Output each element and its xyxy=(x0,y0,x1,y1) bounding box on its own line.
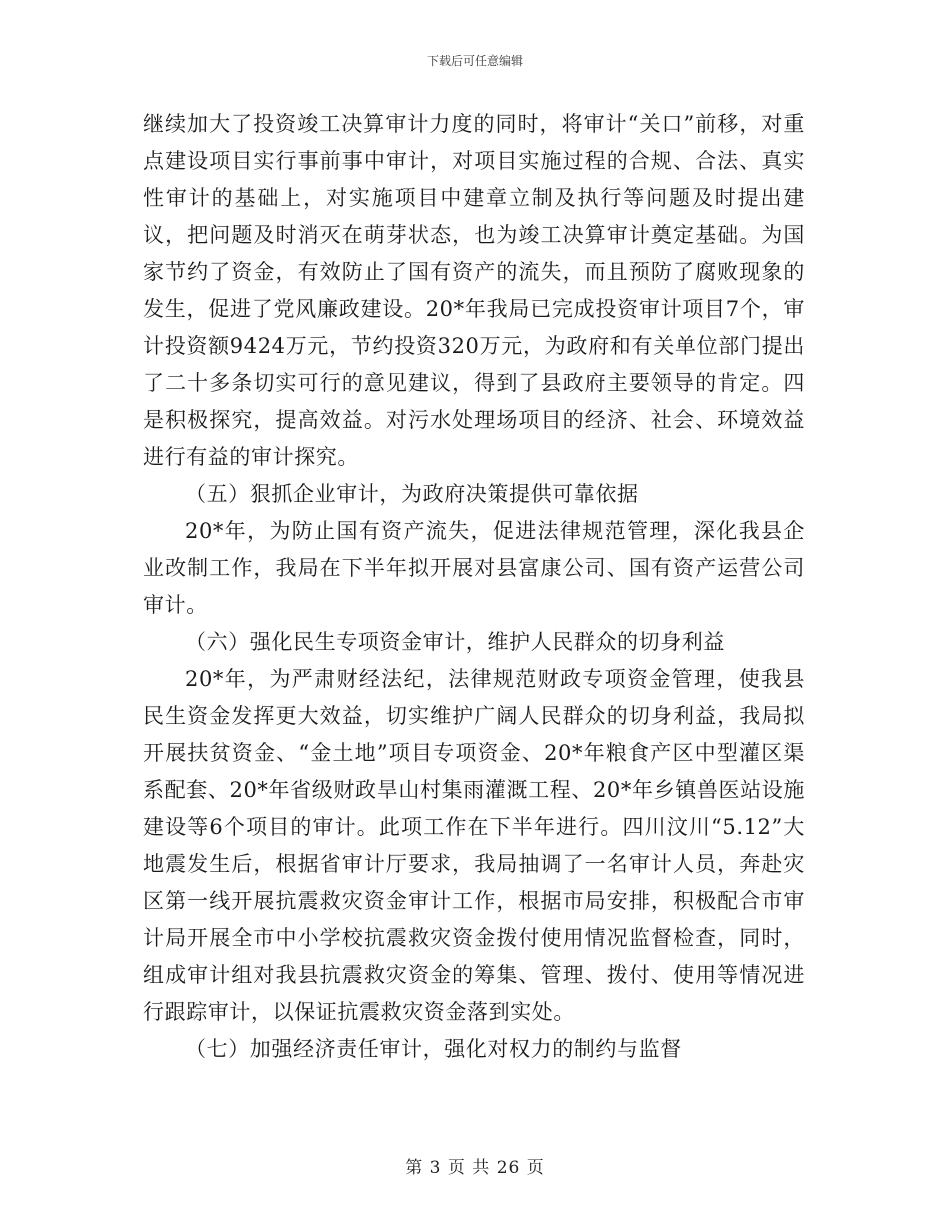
paragraph-livelihood-funds: 20*年，为严肃财经法纪，法律规范财政专项资金管理，使我县民生资金发挥更大效益，切实维护广阔人民群众的切身利益，我局拟开展扶贫资金、“金土地”项目专项资金、20*年粮食产区中型灌区渠系配套、20*年省级财政旱山村集雨灌溉工程、20*年乡镇兽医站设施建设等6个项目的审计。此项工作在下半年进行。四川汶川“5.12”大地震发生后，根据省审计厅要求，我局抽调了一名审计人员，奔赴灾区第一线开展抗震救灾资金审计工作，根据市局安排，积极配合市审计局开展全市中小学校抗震救灾资金拨付使用情况监督检查，同时，组成审计组对我县抗震救灾资金的筹集、管理、拨付、使用等情况进行跟踪审计，以保证抗震救灾资金落到实处。 xyxy=(143,667,805,1024)
page-number: 第 3 页 共 26 页 xyxy=(405,1158,545,1178)
section-heading-6: （六）强化民生专项资金审计，维护人民群众的切身利益 xyxy=(185,630,725,654)
section-heading-5: （五）狠抓企业审计，为政府决策提供可靠依据 xyxy=(185,482,639,506)
document-body xyxy=(143,106,805,1068)
paragraph-enterprise-audit: 20*年，为防止国有资产流失，促进法律规范管理，深化我县企业改制工作，我局在下半年拟开展对县富康公司、国有资产运营公司审计。 xyxy=(143,519,805,617)
paragraph-continuation: 继续加大了投资竣工决算审计力度的同时，将审计“关口”前移，对重点建设项目实行事前事中审计，对项目实施过程的合规、合法、真实性审计的基础上，对实施项目中建章立制及执行等问题及时提出建议，把问题及时消灭在萌芽状态，也为竣工决算审计奠定基础。为国家节约了资金，有效防止了国有资产的流失，而且预防了腐败现象的发生，促进了党风廉政建设。20*年我局已完成投资审计项目7个，审计投资额9424万元，节约投资320万元，为政府和有关单位部门提出了二十多条切实可行的意见建议，得到了县政府主要领导的肯定。四是积极探究，提高效益。对污水处理场项目的经济、社会、环境效益进行有益的审计探究。 xyxy=(143,112,805,469)
page-header: 下载后可任意编辑 xyxy=(426,54,523,68)
section-heading-7: （七）加强经济责任审计，强化对权力的制约与监督 xyxy=(185,1037,682,1061)
